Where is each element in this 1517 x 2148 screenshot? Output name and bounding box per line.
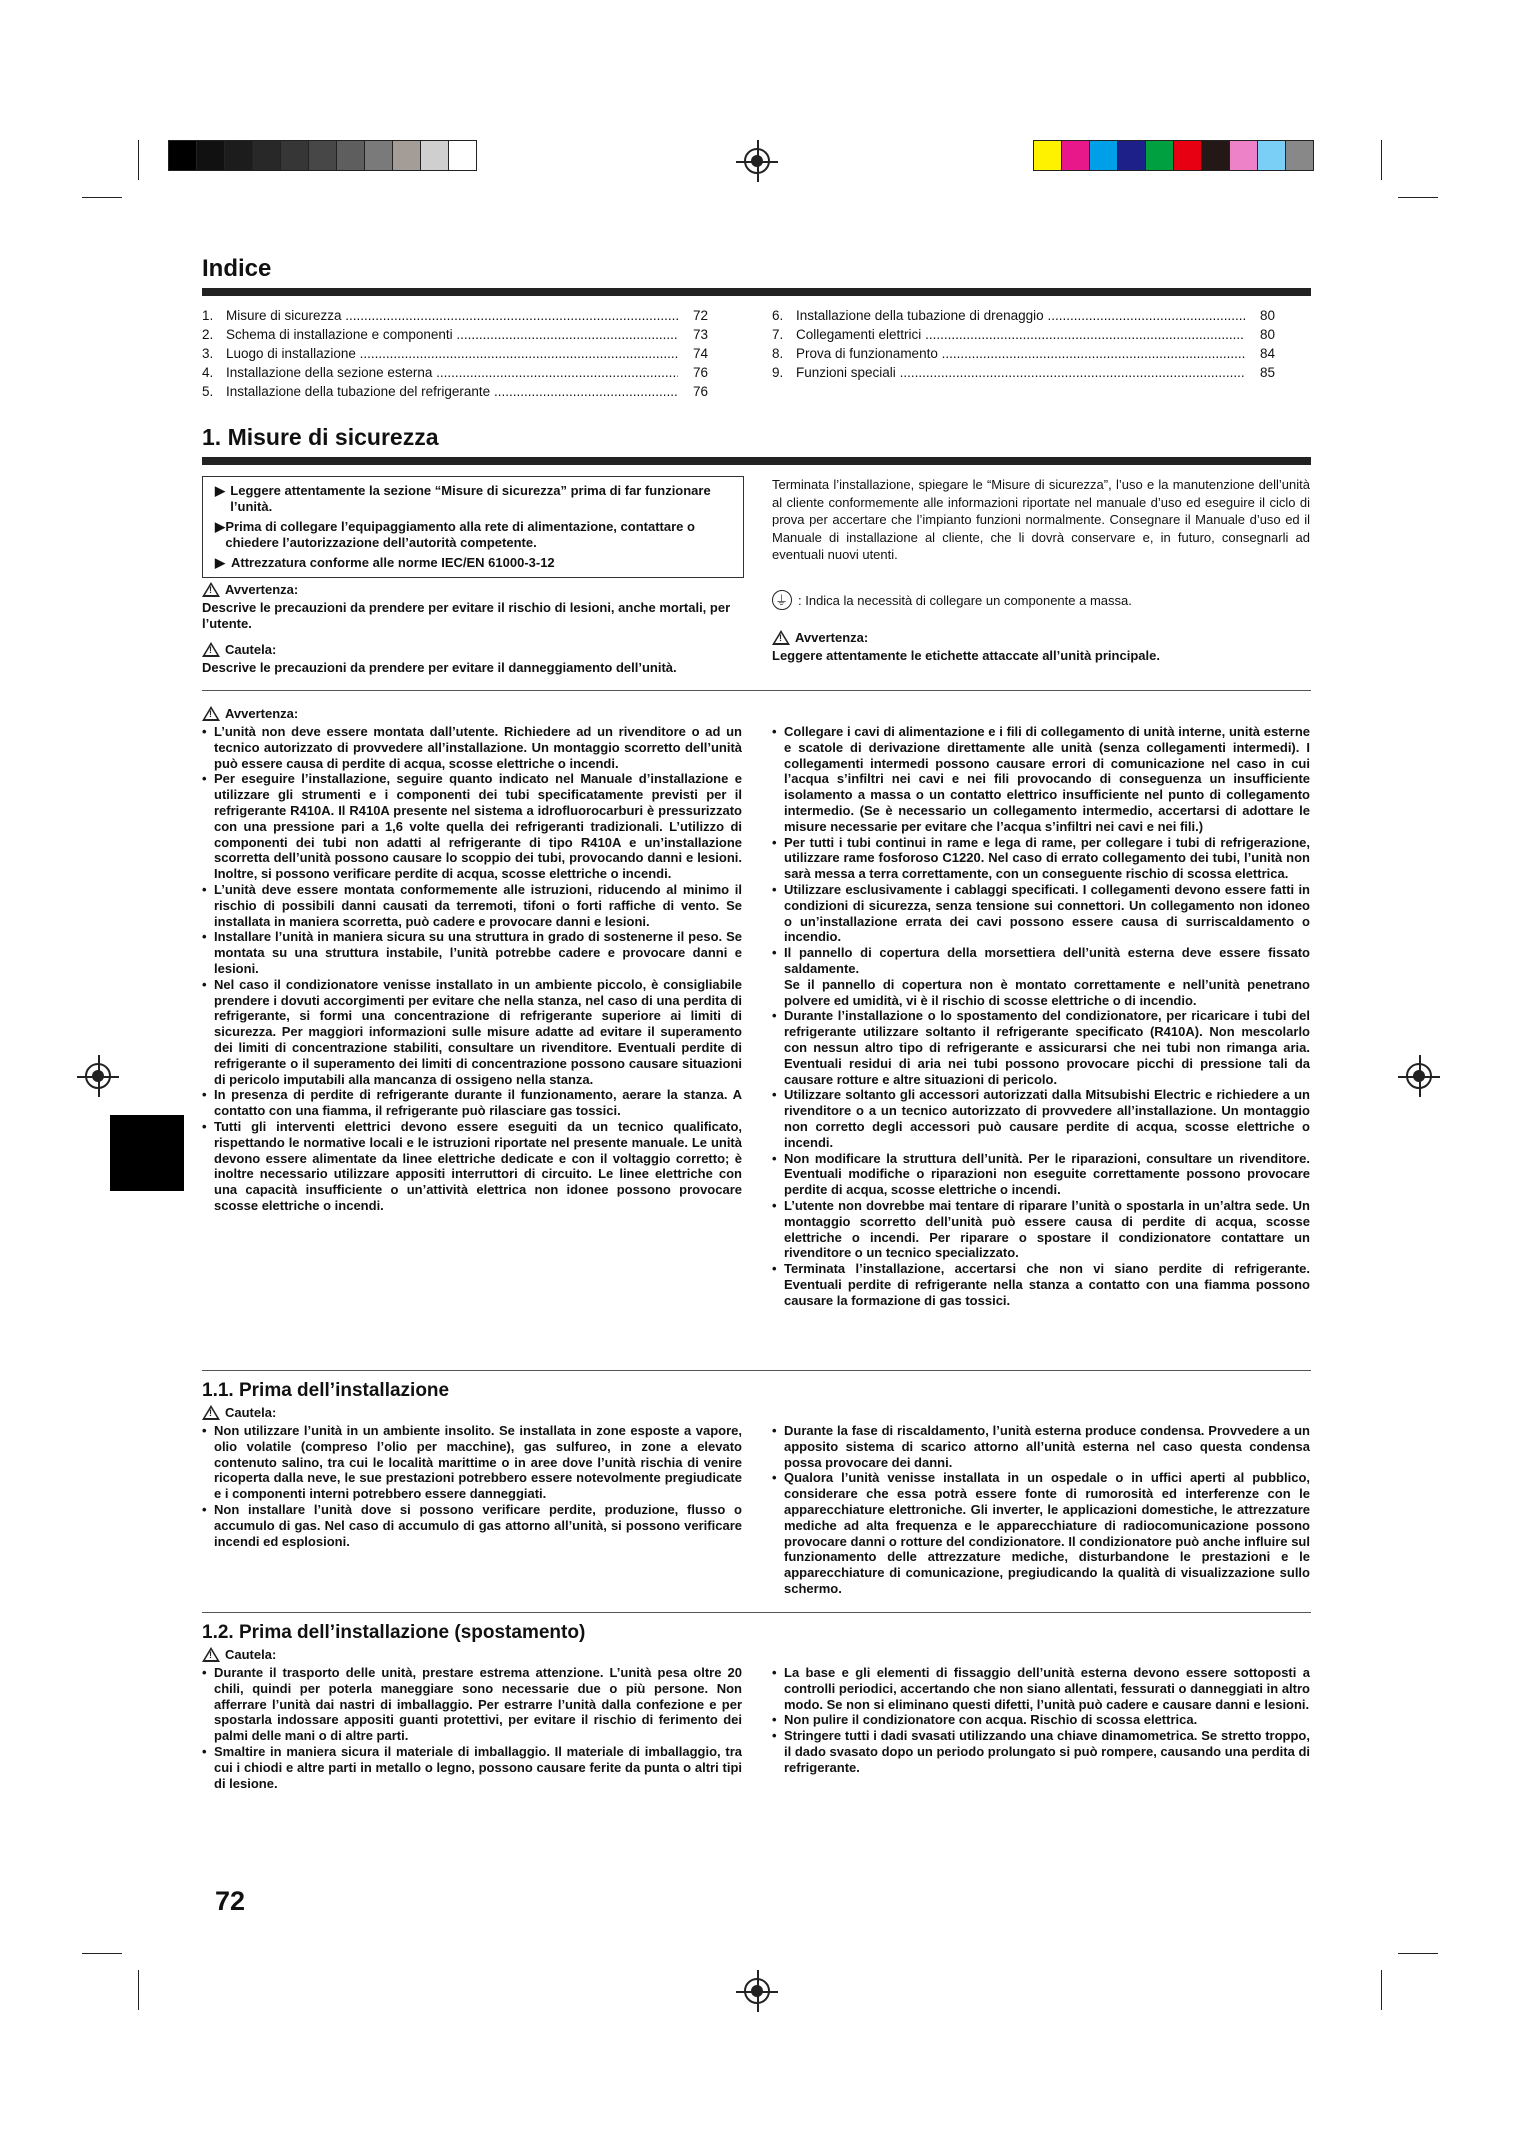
list-item: • Non installare l’unità dove si possono verificare perdite, produzione, flusso o accumulo di gas. Nel caso di accumulo di gas attorno all’unità, si possono verificare incendi ed esplosioni.	[202, 1501, 742, 1549]
crop-mark	[1381, 140, 1382, 180]
toc-number: 7.	[772, 327, 784, 342]
toc-entry[interactable]	[772, 325, 1275, 344]
sec11-left-list	[202, 1423, 742, 1549]
warning-icon	[202, 706, 220, 721]
crop-mark	[138, 140, 139, 180]
color-swatch	[253, 141, 281, 170]
toc-page: 76	[692, 365, 708, 380]
divider	[202, 690, 1311, 691]
color-swatch	[1174, 141, 1202, 170]
list-item: • Per tutti i tubi continui in rame e lega di rame, per collegare i tubi di refrigerazione, utilizzare rame fosforoso C1220. Nel caso di errato collegamento dei tubi, l’unità non sarà messa a terra correttamente, con un conseguente rischio di scossa elettrica.	[772, 834, 1310, 882]
divider	[202, 1370, 1311, 1371]
toc-page: 80	[1259, 308, 1275, 323]
bullet-icon: •	[202, 1118, 207, 1134]
toc-label: Prova di funzionamento .....	[796, 344, 1245, 363]
caution-description: Descrive le precauzioni da prendere per evitare il danneggiamento dell’unità.	[202, 660, 677, 675]
toc-label: Luogo di installazione .....	[226, 344, 678, 363]
list-item: • Durante l’installazione o lo spostamento del condizionatore, per ricaricare i tubi del refrigerante utilizzare soltanto il refrigerante specificato (R410A). Non mescolarlo con nessun altro tipo di refrigerante e assicurarsi che nei tubi non rimanga aria. Eventuali residui di aria nei tubi possono provocare picchi di pressione tali da causare rotture e altre situazioni di pericolo.	[772, 1008, 1310, 1087]
list-item: • Utilizzare esclusivamente i cablaggi specificati. I collegamenti devono essere fatti in condizioni di sicurezza, senza tensione sui connettori. Un collegamento non idoneo o un’installazione errata dei cavi possono essere causa di surriscaldamento o incendio.	[772, 881, 1310, 945]
list-item: • Tutti gli interventi elettrici devono essere eseguiti da un tecnico qualificato, rispettando le normative locali e le istruzioni riportate nel presente manuale. Le unità devono essere alimentate da linee elettriche dedicate e con il voltaggio corretto; è inoltre necessario utilizzare appositi interruttori di circuito. Le linee elettriche con una capacità insufficiente o un’attività elettrica non idonee possono provocare scosse elettriche o incendi.	[202, 1118, 742, 1213]
toc-number: 3.	[202, 346, 214, 361]
box-item: ▶ Prima di collegare l’equipaggiamento alla rete di alimentazione, contattare o chiedere l’autorizzazione dell’autorità competente.	[215, 519, 695, 550]
list-item: • Qualora l’unità venisse installata in un ospedale o in uffici aperti al pubblico, considerare che essa potrà essere fonte di rumorosità ed interferenze con le apparecchiature elettroniche. Gli inverter, le applicazioni domestiche, le attrezzature mediche ad alta frequenza e le apparecchiature di radiocomunicazione possono provocare danni o rotture del condizionatore. Il condizionatore può anche influire sul funzionamento delle attrezzature mediche, disturbandone le prestazioni e le apparecchiature di comunicazione, pregiudicando la qualità di visualizzazione sullo schermo.	[772, 1470, 1310, 1596]
color-swatch	[393, 141, 421, 170]
color-swatch	[1146, 141, 1174, 170]
index-rule	[202, 288, 1311, 296]
caution-icon	[202, 1405, 220, 1420]
caution-heading: ! Cautela:	[202, 1405, 276, 1420]
toc-label: Funzioni speciali .....	[796, 363, 1245, 382]
toc-label: Schema di installazione e componenti .....	[226, 325, 678, 344]
grayscale-bar	[168, 140, 477, 171]
right-warning-description: Leggere attentamente le etichette attaccate all’unità principale.	[772, 648, 1160, 663]
caution-icon	[202, 1647, 220, 1662]
color-swatch	[169, 141, 197, 170]
toc-page: 74	[692, 346, 708, 361]
caution-heading: ! Cautela:	[202, 1647, 276, 1662]
registration-target-icon	[1406, 1063, 1432, 1089]
bullet-icon: •	[772, 1665, 777, 1680]
registration-target-icon	[744, 1978, 770, 2004]
toc-entry[interactable]	[202, 325, 708, 344]
color-swatch	[449, 141, 476, 170]
color-swatch	[197, 141, 225, 170]
arrow-icon: ▶	[215, 483, 225, 498]
index-title: Indice	[202, 255, 272, 282]
list-item: • Non modificare la struttura dell’unità. Per le riparazioni, consultare un rivenditore. Eventuali modifiche o riparazioni non eseguite correttamente possono provocare perdite di acqua, scosse elettriche o incendi.	[772, 1150, 1310, 1198]
right-warning-heading: ! Avvertenza:	[772, 630, 868, 645]
bullet-icon: •	[772, 1728, 777, 1744]
color-swatch	[1230, 141, 1258, 170]
toc-entry[interactable]	[772, 363, 1275, 382]
list-item: • Collegare i cavi di alimentazione e i fili di collegamento di unità interne, unità esterne e scatole di derivazione direttamente alle unità (senza collegamenti intermedi). I collegamenti intermedi possono causare errori di comunicazione nel caso in cui l’acqua s’infiltri nei cavi e nei fili provocando di conseguenza un insufficiente isolamento a massa o un contatto elettrico insufficiente nel punto di collegamento intermedio. (Se è necessario un collegamento intermedio, accertarsi di adottare le misure necessarie per evitare che l’acqua s’infiltri nei cavi e nei fili.)	[772, 724, 1310, 834]
ground-note: ⏚ : Indica la necessità di collegare un componente a massa.	[772, 590, 1132, 610]
list-item: • Durante il trasporto delle unità, prestare estrema attenzione. L’unità pesa oltre 20 chili, quindi per poterla maneggiare sono necessarie due o più persone. Non afferrare l’unità dai nastri di imballaggio. Per estrarre l’unità dalla confezione e per spostarla indossare appositi guanti protettivi, per evitare il rischio di ferimento dei palmi delle mani o di altre parti.	[202, 1665, 742, 1744]
toc-number: 6.	[772, 308, 784, 323]
toc-label: Installazione della sezione esterna .....	[226, 363, 678, 382]
warning-icon	[202, 582, 220, 597]
box-item: ▶ Attrezzatura conforme alle norme IEC/EN 61000-3-12	[215, 555, 555, 570]
list-item: • Per eseguire l’installazione, seguire quanto indicato nel Manuale d’installazione e utilizzare gli strumenti e i componenti dei tubi specificatamente previsti per il refrigerante R410A. Il R410A presente nel sistema a idrofluorocarburi è pressurizzato con una pressione pari a 1,6 volte quella dei refrigeranti tradizionali. L’utilizzo di componenti dei tubi non adatti al refrigerante di tipo R410A e un’installazione scorretta dell’unità possono causare lo scoppio dei tubi, provocando danni e lesioni. Inoltre, si possono verificare perdite di acqua, scosse elettriche o incendi.	[202, 771, 742, 882]
bullet-icon: •	[772, 1197, 777, 1213]
bullet-icon: •	[202, 1423, 207, 1438]
important-box	[202, 476, 744, 578]
toc-entry[interactable]	[202, 382, 708, 401]
list-item: • Non utilizzare l’unità in un ambiente insolito. Se installata in zone esposte a vapore, olio volatile (compreso l’olio per macchine), gas sulfureo, in zone a elevato contenuto salino, tra cui le località marittime o in aree dove l’unità rischia di venire ricoperta dalla neve, le sue prestazioni potrebbero essere notevolmente pregiudicate e i componenti interni potrebbero essere danneggiati.	[202, 1423, 742, 1502]
list-item: • Durante la fase di riscaldamento, l’unità esterna produce condensa. Provvedere a un apposito sistema di scarico attorno all’unità esterna nel caso questa condensa possa provocare dei danni.	[772, 1423, 1310, 1470]
list-item: • Stringere tutti i dadi svasati utilizzando una chiave dinamometrica. Se stretto troppo, il dado svasato dopo un periodo prolungato si può rompere, causando una perdita di refrigerante.	[772, 1728, 1310, 1775]
bullet-icon: •	[202, 1665, 207, 1680]
toc-number: 1.	[202, 308, 214, 323]
color-swatch	[1034, 141, 1062, 170]
toc-label: Collegamenti elettrici .....	[796, 325, 1245, 344]
arrow-icon: ▶	[215, 555, 225, 570]
bullet-icon: •	[202, 976, 207, 992]
list-item: • Terminata l’installazione, accertarsi che non vi siano perdite di refrigerante. Eventuali perdite di refrigerante nella stanza a contatto con una fiamma possono causare la formazione di gas tossici.	[772, 1261, 1310, 1308]
caution-heading: ! Cautela:	[202, 642, 276, 657]
color-swatch	[309, 141, 337, 170]
bullet-icon: •	[202, 1087, 207, 1103]
toc-page: 84	[1259, 346, 1275, 361]
toc-right	[772, 306, 1275, 382]
color-swatch	[421, 141, 449, 170]
toc-number: 4.	[202, 365, 214, 380]
bullet-icon: •	[202, 724, 207, 739]
color-swatch	[1118, 141, 1146, 170]
warning-description: Descrive le precauzioni da prendere per evitare il rischio di lesioni, anche mortali, per l’utente.	[202, 600, 731, 631]
crop-mark	[1398, 197, 1438, 198]
registration-target-icon	[85, 1063, 111, 1089]
toc-entry[interactable]	[202, 363, 708, 382]
registration-target-icon	[744, 148, 770, 174]
language-tab	[110, 1115, 184, 1191]
toc-page: 80	[1259, 327, 1275, 342]
toc-page: 85	[1259, 365, 1275, 380]
bullet-icon: •	[772, 1008, 777, 1024]
list-item: • Nel caso il condizionatore venisse installato in un ambiente piccolo, è consigliabile prendere i dovuti accorgimenti per evitare che nella stanza, nel caso di una perdita di refrigerante, si formi una concentrazione di refrigerante superiore ai limiti di sicurezza. Per maggiori informazioni sulle misure adatte ad evitare il superamento dei limiti di concentrazione stabiliti, consultare un rivenditore. Eventuali perdite di refrigerante o il superamento dei limiti di concentrazione possono causare situazioni di pericolo imputabili alla mancanza di ossigeno nella stanza.	[202, 976, 742, 1087]
box-item: ▶ Leggere attentamente la sezione “Misure di sicurezza” prima di far funzionare l’unità.	[215, 483, 711, 514]
list-item: • L’unità deve essere montata conformemente alle istruzioni, riducendo al minimo il rischio di possibili danni causati da terremoti, tifoni o forti raffiche di vento. Se installata in maniera scorretta, può cadere e provocare danni e lesioni.	[202, 881, 742, 929]
bullet-icon: •	[772, 945, 777, 961]
warning-heading: ! Avvertenza:	[202, 582, 298, 597]
bullet-icon: •	[772, 1712, 777, 1728]
list-item: • Installare l’unità in maniera sicura su una struttura in grado di sostenerne il peso. Se montata su una struttura instabile, l’unità potrebbe cadere e provocare danni e lesioni.	[202, 929, 742, 976]
toc-page: 76	[692, 384, 708, 399]
bullet-icon: •	[772, 724, 777, 739]
page-number: 72	[215, 1886, 246, 1916]
bullet-icon: •	[772, 1150, 777, 1166]
toc-entry[interactable]	[202, 306, 708, 325]
color-swatch	[281, 141, 309, 170]
crop-mark	[1398, 1953, 1438, 1954]
color-swatch	[1286, 141, 1313, 170]
toc-page: 73	[692, 327, 708, 342]
subsection-title: 1.2. Prima dell’installazione (spostamento)	[202, 1622, 586, 1643]
section-rule	[202, 457, 1311, 465]
list-item: • Utilizzare soltanto gli accessori autorizzati dalla Mitsubishi Electric e richiedere a un rivenditore o a un tecnico autorizzato di provvedere all’installazione. Un montaggio non corretto degli accessori può causare perdite di acqua, scosse elettriche o incendi.	[772, 1087, 1310, 1150]
sec11-right-list	[772, 1423, 1310, 1597]
color-bar	[1033, 140, 1314, 171]
bullet-icon: •	[772, 1470, 777, 1486]
toc-entry[interactable]	[202, 344, 708, 363]
toc-number: 5.	[202, 384, 214, 399]
color-swatch	[337, 141, 365, 170]
caution-icon	[202, 642, 220, 657]
bullet-icon: •	[772, 1261, 777, 1277]
color-swatch	[1258, 141, 1286, 170]
bullet-icon: •	[772, 834, 777, 850]
ground-icon	[772, 590, 792, 610]
color-swatch	[225, 141, 253, 170]
crop-mark	[82, 197, 122, 198]
sec12-left-list	[202, 1665, 742, 1791]
toc-entry[interactable]	[772, 306, 1275, 325]
toc-left	[202, 306, 708, 401]
arrow-icon: ▶	[215, 519, 225, 534]
toc-number: 8.	[772, 346, 784, 361]
sec12-right-list	[772, 1665, 1310, 1776]
toc-label: Misure di sicurezza .....	[226, 306, 678, 325]
color-swatch	[365, 141, 393, 170]
warnings-left-list	[202, 724, 742, 1214]
list-item: • Non pulire il condizionatore con acqua. Rischio di scossa elettrica.	[772, 1712, 1198, 1728]
bullet-icon: •	[202, 1501, 207, 1517]
bullet-icon: •	[202, 1743, 207, 1759]
list-item: • La base e gli elementi di fissaggio dell’unità esterna devono essere sottoposti a controlli periodici, accertando che non siano allentati, fessurati o danneggiati in altro modo. Se non si eliminano questi difetti, l’unità può cadere e causare danni e lesioni.	[772, 1665, 1310, 1712]
bullet-icon: •	[202, 929, 207, 945]
crop-mark	[1381, 1970, 1382, 2010]
bullet-icon: •	[772, 1087, 777, 1103]
list-item: • L’utente non dovrebbe mai tentare di riparare l’unità o spostarla in un’altra sede. Un montaggio scorretto dell’unità può essere causa di perdite di acqua, scosse elettriche o incendi. Per riparare o spostare il condizionatore contattare un rivenditore o un tecnico specializzato.	[772, 1197, 1310, 1261]
section-title: 1. Misure di sicurezza	[202, 424, 439, 450]
toc-label: Installazione della tubazione di drenaggio .....	[796, 306, 1245, 325]
toc-label: Installazione della tubazione del refrigerante .....	[226, 382, 678, 401]
toc-number: 2.	[202, 327, 214, 342]
divider	[202, 1612, 1311, 1613]
bullet-icon: •	[772, 1423, 777, 1438]
warnings-right-list	[772, 724, 1310, 1308]
list-item: • Smaltire in maniera sicura il materiale di imballaggio. Il materiale di imballaggio, tra cui i chiodi e altre parti in metallo o legno, possono causare ferite da punta o altri tipi di lesione.	[202, 1743, 742, 1791]
warnings-heading: ! Avvertenza:	[202, 706, 298, 721]
subsection-title: 1.1. Prima dell’installazione	[202, 1380, 450, 1401]
bullet-icon: •	[772, 881, 777, 897]
list-item: • L’unità non deve essere montata dall’utente. Richiedere ad un rivenditore o ad un tecnico autorizzato di provvedere all’installazione. Un montaggio scorretto dell’unità può essere causa di perdite di acqua, scosse elettriche o incendi.	[202, 724, 742, 771]
crop-mark	[138, 1970, 139, 2010]
intro-text: Terminata l’installazione, spiegare le “Misure di sicurezza”, l’uso e la manutenzione dell’unità al cliente conformemente alle informazioni riportate nel manuale d’uso ed eseguire il ciclo di prova per accertare che l’impianto funzioni normalmente. Consegnare il Manuale d’uso ed il Manuale di installazione al cliente, che li dovrà conservare e, in futuro, consegnarli ad eventuali nuovi utenti.	[772, 477, 1310, 562]
toc-entry[interactable]	[772, 344, 1275, 363]
list-item: • Il pannello di copertura della morsettiera dell’unità esterna deve essere fissato saldamente. Se il pannello di copertura non è montato correttamente e nell’unità penetrano polvere ed umidità, vi è il rischio di scosse elettriche o di incendio.	[772, 945, 1310, 1008]
color-swatch	[1202, 141, 1230, 170]
toc-page: 72	[692, 308, 708, 323]
color-swatch	[1090, 141, 1118, 170]
bullet-icon: •	[202, 881, 207, 897]
toc-number: 9.	[772, 365, 784, 380]
crop-mark	[82, 1953, 122, 1954]
bullet-icon: •	[202, 771, 207, 787]
list-item: • In presenza di perdite di refrigerante durante il funzionamento, aerare la stanza. A contatto con una fiamma, il refrigerante può rilasciare gas tossici.	[202, 1087, 742, 1119]
warning-icon	[772, 630, 790, 645]
color-swatch	[1062, 141, 1090, 170]
